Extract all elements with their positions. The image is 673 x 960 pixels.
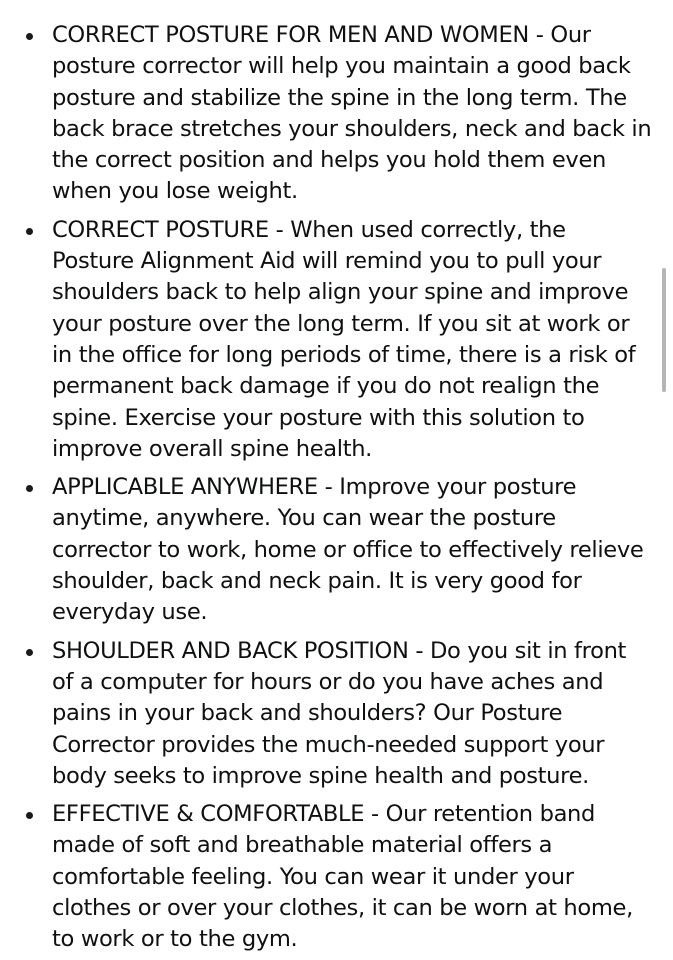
bullet-icon <box>26 228 33 235</box>
vertical-scrollbar[interactable] <box>662 268 666 392</box>
feature-item <box>22 215 652 465</box>
bullet-icon <box>26 33 33 40</box>
bullet-icon <box>26 812 33 819</box>
feature-text: CORRECT POSTURE - When used correctly, the Posture Alignment Aid will remind you to pull your shoulders back to help align your spine and improve your posture over the long term. If you sit at work or in the office for long periods of time, there is a risk of permanent back damage if you do not realign the spine. Exercise your posture with this solution to improve overall spine health. <box>52 216 636 462</box>
feature-item <box>22 472 652 628</box>
feature-text: CORRECT POSTURE FOR MEN AND WOMEN - Our posture corrector will help you maintain a good back posture and stabilize the spine in the long term. The back brace stretches your shoulders, neck and back in the correct position and helps you hold them even when you lose weight. <box>52 22 652 205</box>
feature-text: APPLICABLE ANYWHERE - Improve your posture anytime, anywhere. You can wear the posture corrector to work, home or office to effectively relieve shoulder, back and neck pain. It is very good for everyday use. <box>52 474 644 626</box>
bullet-icon <box>26 485 33 492</box>
bullet-icon <box>26 649 33 656</box>
feature-text: SHOULDER AND BACK POSITION - Do you sit in front of a computer for hours or do you have aches and pains in your back and shoulders? Our Posture Corrector provides the much-needed support your body seeks to improve spine health and posture. <box>52 637 627 789</box>
feature-item <box>22 20 652 208</box>
feature-item <box>22 799 652 955</box>
feature-text: EFFECTIVE & COMFORTABLE - Our retention band made of soft and breathable material offers a comfortable feeling. You can wear it under your clothes or over your clothes, it can be worn at home, to work or to the gym. <box>52 801 633 953</box>
feature-item <box>22 636 652 792</box>
